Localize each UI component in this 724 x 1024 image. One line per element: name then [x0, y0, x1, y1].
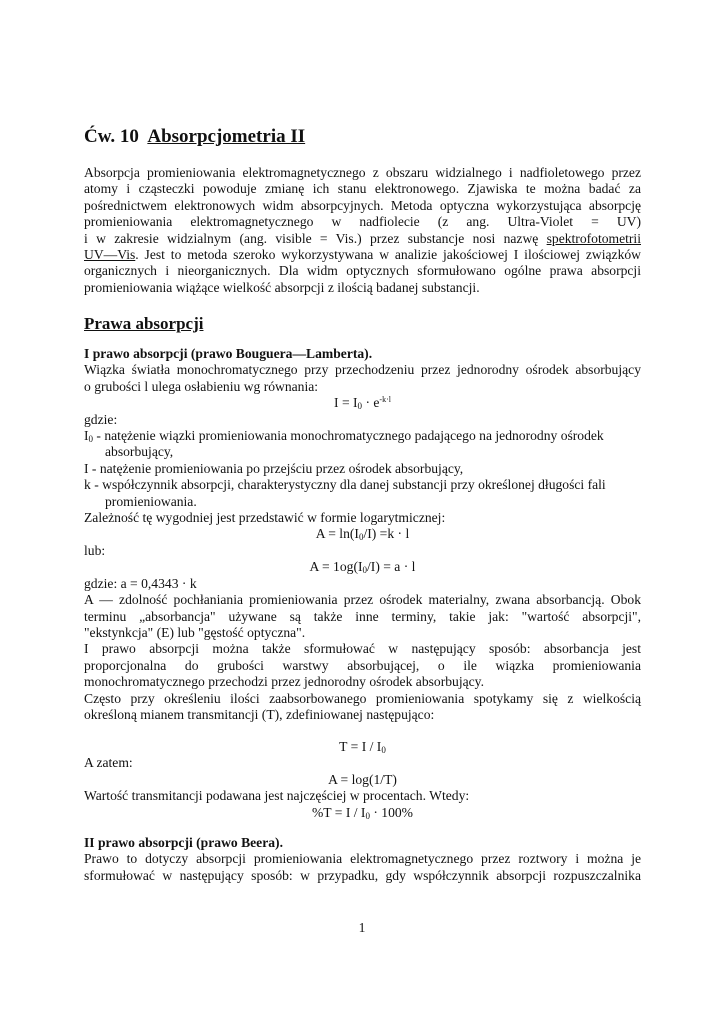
intro-line: atomy i cząsteczki powoduje zmianę ich stanu elektronowego. Zjawiska te można badać za — [84, 181, 641, 197]
law2-block — [84, 835, 641, 884]
intro-line: Absorpcja promieniowania elektromagnetycznego z obszaru widzialnego i nadfioletowego przez — [84, 165, 641, 180]
law1-heading: I prawo absorpcji (prawo Bouguera—Lamberta). — [84, 346, 373, 361]
or-label: lub: — [84, 542, 106, 558]
intro-line: organicznych i nieorganicznych. Dla widm optycznych sformułowano ogólne prawa absorpcji — [84, 263, 641, 279]
law2-text: Prawo to dotyczy absorpcji promieniowania elektromagnetycznego przez roztwory i można je — [84, 851, 641, 867]
eq-sub: 0 — [362, 565, 368, 576]
transmittance-block — [84, 739, 641, 821]
uv-vis-term: UV—Vis — [84, 247, 136, 263]
definition-k: k - współczynnik absorpcji, charakterystyczny dla danej substancji przy określonej długości fali promieniowania. — [84, 477, 606, 509]
transmittance-intro: Często przy określeniu ilości zaabsorbowanego promieniowania spotykamy się z wielkością — [84, 690, 641, 706]
symbol-sub: 0 — [88, 434, 94, 445]
law2-text: sformułować w następujący sposób: w przypadku, gdy współczynnik absorpcji rozpuszczalnika — [84, 867, 641, 883]
eq-sub: 0 — [358, 532, 364, 543]
eq-part: · e — [362, 395, 380, 411]
page-number: 1 — [358, 920, 366, 935]
law1-restated: I prawo absorpcji można także sformułować w następujący sposób: absorbancja jest — [84, 641, 641, 657]
intro-line: promieniowania elektromagnetycznego w nadfiolecie (z ang. Ultra-Violet = UV) — [84, 214, 641, 230]
transmittance-intro: określoną mianem transmitancji (T), zdefiniowanej następująco: — [84, 706, 435, 722]
eq-part: %T = I / I — [311, 804, 366, 820]
equation-log — [84, 559, 641, 575]
law1-text: Wiązka światła monochromatycznego przy przechodzeniu przez jednorodny ośrodek absorbujący — [84, 362, 641, 378]
law2-heading: II prawo absorpcji (prawo Beera). — [84, 835, 283, 850]
therefore-label: A zatem: — [84, 755, 133, 771]
definition-text: - natężenie wiązki promieniowania monochromatycznego padającego na jednorodny ośrodek absorbujący, — [93, 428, 604, 460]
symbol: I — [84, 428, 89, 444]
law1-restated: proporcjonalna do grubości warstwy absorbującej, o ile wiązka promieniowania — [84, 657, 641, 673]
eq-part: A = ln(I — [315, 526, 359, 542]
eq-part: I = I — [334, 395, 358, 411]
where-label: gdzie: — [84, 411, 118, 427]
log-intro: Zależność tę wygodniej jest przedstawić w formie logarytmicznej: — [84, 510, 446, 526]
equation-ln — [84, 526, 641, 542]
intro-line — [84, 247, 641, 263]
exercise-number: Ćw. 10 — [84, 126, 139, 147]
absorbance-text: A — zdolność pochłaniania promieniowania przez ośrodek materialny, zwana absorbancją. Obok — [84, 592, 641, 608]
eq-part: /I) =k · l — [363, 526, 410, 542]
eq-part: A = 1og(I — [309, 559, 363, 575]
definition-i0 — [84, 428, 641, 461]
eq-part: /I) = a · l — [367, 559, 416, 575]
equation-lambert — [84, 395, 641, 411]
percent-text: Wartość transmitancji podawana jest najczęściej w procentach. Wtedy: — [84, 788, 470, 804]
eq-sup: -k·l — [379, 395, 391, 405]
page-title — [84, 124, 305, 150]
intro-line: pośrednictwem elektronowych widm absorpcyjnych. Metoda optyczna wykorzystująca absorpcję — [84, 197, 641, 213]
eq-sub: 0 — [381, 745, 386, 755]
spectrophotometry-term: spektrofotometrii — [546, 230, 641, 246]
intro-text: i w zakresie widzialnym (ang. visible = Vis.) przez substancje nosi nazwę — [84, 230, 547, 246]
intro-line: promieniowania wiążące wielkość absorpcji z ilością badanej substancji. — [84, 279, 480, 295]
intro-line — [84, 231, 641, 247]
exercise-topic: Absorpcjometria II — [147, 126, 306, 147]
equation-absorbance-t: A = log(1/T) — [328, 771, 397, 787]
law1-block — [84, 346, 641, 723]
law1-text: o grubości l ulega osłabieniu wg równania: — [84, 378, 319, 394]
absorbance-text: terminu „absorbancja" używane są także inne terminy, takie jak: "wartość absorpcji", — [84, 608, 641, 624]
intro-paragraph — [84, 165, 641, 296]
eq-part: · 100% — [369, 804, 414, 820]
equation-percent — [84, 805, 641, 821]
eq-sub: 0 — [357, 401, 363, 412]
equation-transmittance — [84, 739, 641, 755]
eq-part: T = I / I — [339, 739, 382, 754]
absorbance-text: "ekstynkcja" (E) lub "gęstość optyczna". — [84, 624, 306, 640]
eq-sub: 0 — [365, 810, 370, 821]
law1-restated: monochromatycznego przechodzi przez jednorodny ośrodek absorbujący. — [84, 674, 484, 690]
where-coefficient: gdzie: a = 0,4343 · k — [84, 575, 197, 591]
definition-i: I - natężenie promieniowania po przejściu przez ośrodek absorbujący, — [84, 460, 464, 476]
intro-text: . Jest to metoda szeroko wykorzystywana w analizie jakościowej I ilościowej związków — [135, 247, 641, 263]
section-heading: Prawa absorpcji — [84, 314, 204, 333]
